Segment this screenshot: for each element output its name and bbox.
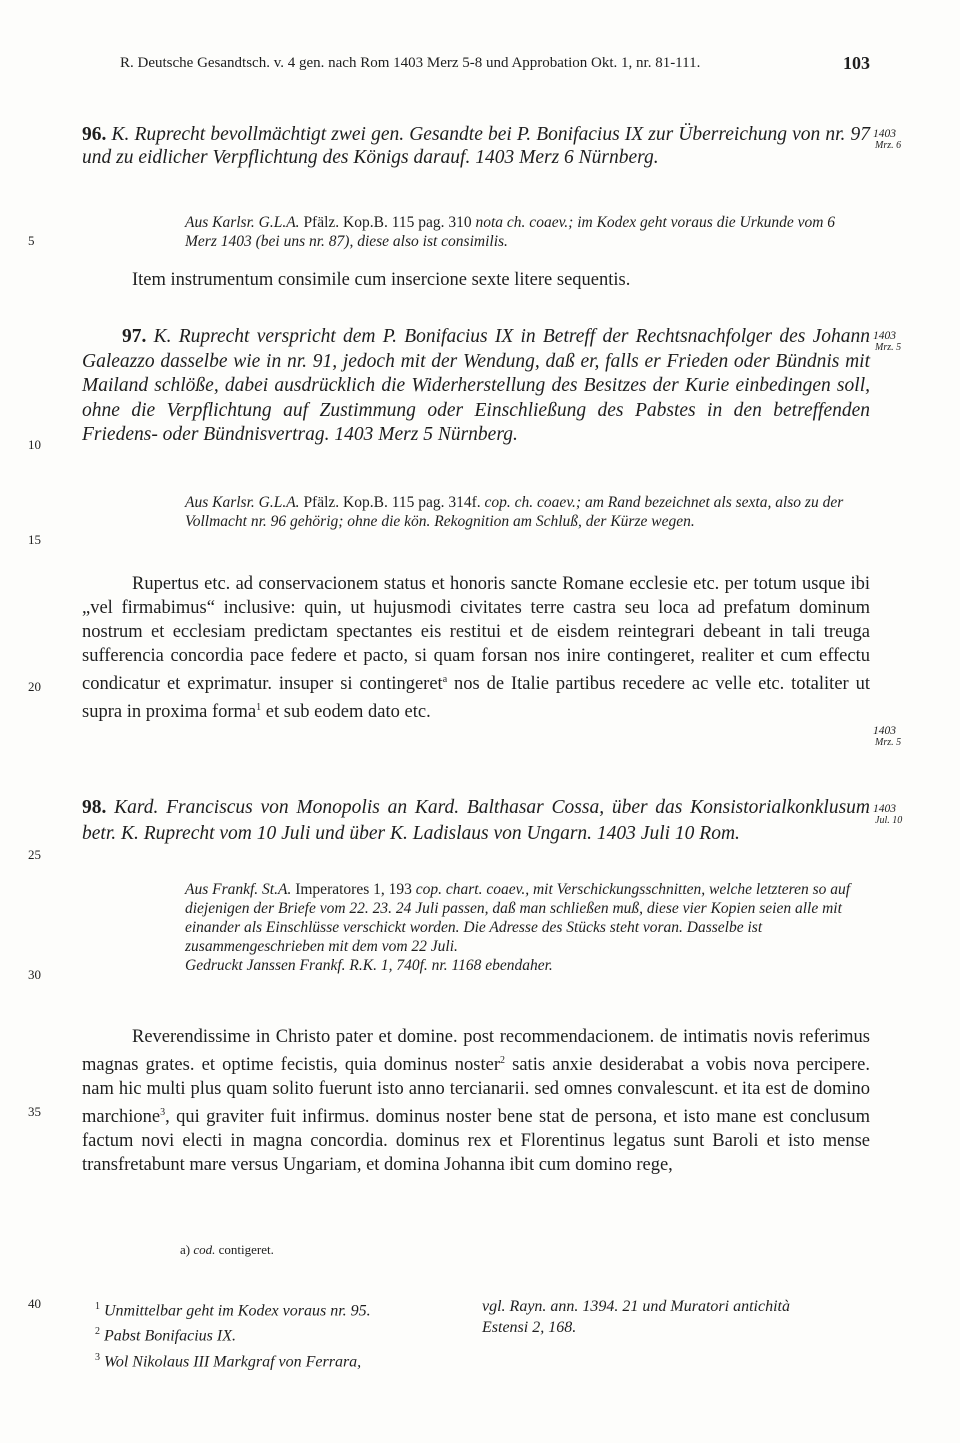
margin-year: 1403 bbox=[873, 128, 896, 140]
body-segment: satis anxie desiderabat a vobis nova percipere. nam hic multi plus quam solito fuerunt isto anno tercianarii. sed omnes convalescunt. et ita est de domino marchione bbox=[82, 1055, 870, 1128]
textual-note-a bbox=[180, 1242, 274, 1258]
line-number: 20 bbox=[28, 679, 41, 694]
body-segment: Reverendissime in Christo pater et domine. post recommendacionem. de intimatis novis referimus magnas grates. et optime fecistis, quia dominus noster bbox=[82, 1027, 870, 1076]
body-segment: et sub eodem dato etc. bbox=[261, 702, 431, 723]
doc-97-source bbox=[185, 493, 870, 531]
line-number: 30 bbox=[28, 967, 41, 982]
footnote bbox=[95, 1296, 475, 1321]
footnote-number: 2 bbox=[95, 1326, 100, 1338]
doc-96-body: Item instrumentum consimile cum insercione sexte litere sequentis. bbox=[132, 270, 631, 290]
source-note: cop. ch. coaev.; am Rand bezeichnet als sexta, also zu der Vollmacht nr. 96 gehörig; ohne die kön. Rekognition am Schluß, der Kürze wegen. bbox=[185, 494, 844, 530]
doc-96-margin-date bbox=[873, 128, 943, 152]
footnote-text: Wol Nikolaus III Markgraf von Ferrara, bbox=[104, 1352, 362, 1370]
note-siglum: cod. bbox=[193, 1242, 216, 1257]
margin-day: Mrz. 6 bbox=[875, 140, 902, 151]
source-print: Gedruckt Janssen Frankf. R.K. 1, 740f. nr. 1168 ebendaher. bbox=[185, 957, 553, 974]
doc-97-number: 97. bbox=[122, 326, 147, 347]
footnote-text: Pabst Bonifacius IX. bbox=[104, 1327, 236, 1345]
line-number: 40 bbox=[28, 1296, 41, 1311]
footnote-mark: 3 bbox=[160, 1107, 166, 1119]
source-archive: Aus Frankf. St.A. bbox=[185, 881, 292, 898]
doc-98-source bbox=[185, 880, 870, 975]
source-shelfmark: Imperatores 1, 193 bbox=[295, 881, 412, 898]
footnote-number: 1 bbox=[95, 1301, 100, 1312]
doc-97-title: K. Ruprecht verspricht dem P. Bonifacius IX in Betreff der Rechtsnachfolger des Johann Galeazzo dasselbe wie in nr. 91, jedoch mit der Wendung, daß er, falls er Frieden oder Bündnis mit Mailand schlöße, dabei ausdrücklich die Widerherstellung des Besitzes der Kurie einbedingen soll, ohne die Verpflichtung auf Zustimmung oder Einschließung des Pabstes in den betreffenden Friedens- oder Bündnisvertrag. 1403 Merz 5 Nürnberg. bbox=[82, 326, 871, 445]
line-number: 25 bbox=[28, 847, 41, 862]
footnote bbox=[95, 1347, 475, 1372]
source-note: nota ch. coaev.; im Kodex geht voraus die Urkunde vom 6 Merz 1403 (bei uns nr. 87), diese also ist consimilis. bbox=[185, 214, 836, 250]
doc-96-heading bbox=[82, 123, 870, 169]
running-header: R. Deutsche Gesandtsch. v. 4 gen. nach Rom 1403 Merz 5-8 und Approbation Okt. 1, nr. 81-111. bbox=[120, 55, 701, 71]
source-shelfmark: Pfälz. Kop.B. 115 pag. 310 bbox=[303, 214, 472, 231]
footnotes-right-column bbox=[482, 1296, 872, 1338]
margin-day: Mrz. 5 bbox=[875, 342, 902, 353]
margin-year: 1403 bbox=[873, 803, 896, 815]
footnote-mark: 2 bbox=[499, 1055, 505, 1066]
source-archive: Aus Karlsr. G.L.A. bbox=[185, 214, 300, 231]
doc-98-body bbox=[82, 1025, 870, 1177]
footnote bbox=[95, 1321, 475, 1346]
body-segment: nos de Italie partibus recedere ac velle etc. totaliter ut supra in proxima forma bbox=[82, 674, 870, 723]
doc-98-heading bbox=[82, 795, 870, 847]
doc-96-text bbox=[132, 268, 872, 292]
doc-98-text bbox=[82, 1025, 870, 1177]
line-number: 15 bbox=[28, 532, 41, 547]
line-number: 5 bbox=[28, 233, 35, 248]
note-reading: contigeret. bbox=[218, 1242, 274, 1257]
footnote-text: Unmittelbar geht im Kodex voraus nr. 95. bbox=[104, 1302, 371, 1320]
doc-96-source bbox=[185, 213, 870, 251]
doc-96-number: 96. bbox=[82, 124, 107, 145]
source-archive: Aus Karlsr. G.L.A. bbox=[185, 494, 300, 511]
doc-97-body bbox=[82, 572, 870, 724]
source-note: cop. chart. coaev., mit Verschickungsschnitten, welche letzteren so auf diejenigen der Briefe vom 22. 23. 24 Juli passen, daß man schließen muß, diese vier Kopien seien alle mit einander als Einschlüsse verschickt worden. Die Adresse des Stücks steht voran. Dasselbe ist zusammengeschrieben mit dem vom 22 Juli. bbox=[185, 881, 851, 955]
margin-year: 1403 bbox=[873, 330, 896, 342]
footnotes-left-column bbox=[95, 1296, 475, 1372]
source-shelfmark: Pfälz. Kop.B. 115 pag. 314f. bbox=[303, 494, 481, 511]
doc-98-margin-date bbox=[873, 803, 943, 827]
margin-day: Mrz. 5 bbox=[875, 737, 902, 748]
doc-98-title: Kard. Franciscus von Monopolis an Kard. Balthasar Cossa, über das Konsistorialkonklusum betr. K. Ruprecht vom 10 Juli und über K. Ladislaus von Ungarn. 1403 Juli 10 Rom. bbox=[82, 797, 870, 844]
footnote-number: 3 bbox=[95, 1351, 100, 1363]
page-number: 103 bbox=[843, 53, 870, 73]
doc-96-title: K. Ruprecht bevollmächtigt zwei gen. Gesandte bei P. Bonifacius IX zur Überreichung von nr. 97 und zu eidlicher Verpflichtung des Königs darauf. 1403 Merz 6 Nürnberg. bbox=[82, 124, 870, 168]
doc-97-margin-date bbox=[873, 330, 943, 354]
doc-97-heading bbox=[82, 325, 870, 448]
doc-98-number: 98. bbox=[82, 797, 107, 818]
body-segment: Rupertus etc. ad conservacionem status et honoris sancte Romane ecclesie etc. per totum usque ibi „vel firmabimus“ inclusive: quin, ut hujusmodi civitates terre castra seu loca ad prefatum dominum nostrum et ecclesiam predictam spectantes eis restitui et de eisdem reintegrari debeant in tali treuga sufferencia concordia pace federe et pacto, si quam forsan nos inire contingeret, realiter et cum effectu condicatur et exprimatur. insuper si contingeret bbox=[82, 574, 870, 695]
textual-note-mark: a bbox=[442, 674, 448, 685]
footnote-continuation: vgl. Rayn. ann. 1394. 21 und Muratori antichità bbox=[482, 1298, 790, 1315]
footnote-continuation: Estensi 2, 168. bbox=[482, 1319, 577, 1336]
margin-year: 1403 bbox=[873, 725, 896, 737]
footnote-mark: 1 bbox=[256, 702, 262, 714]
line-number: 10 bbox=[28, 437, 41, 452]
margin-day: Jul. 10 bbox=[875, 815, 903, 826]
body-segment: , qui graviter fuit infirmus. dominus noster bene stat de persona, et isto mane est conclusum factum novi electi in magna concordia. dominus rex et Florentinus legatus sunt Baroli et isto mense transfretabunt mare versus Ungariam, et domina Johanna ibit cum domino rege, bbox=[82, 1107, 870, 1176]
line-number: 35 bbox=[28, 1104, 41, 1119]
doc-97-text bbox=[82, 572, 870, 724]
note-label: a) bbox=[180, 1242, 191, 1257]
doc-97-margin-date-2 bbox=[873, 725, 943, 749]
